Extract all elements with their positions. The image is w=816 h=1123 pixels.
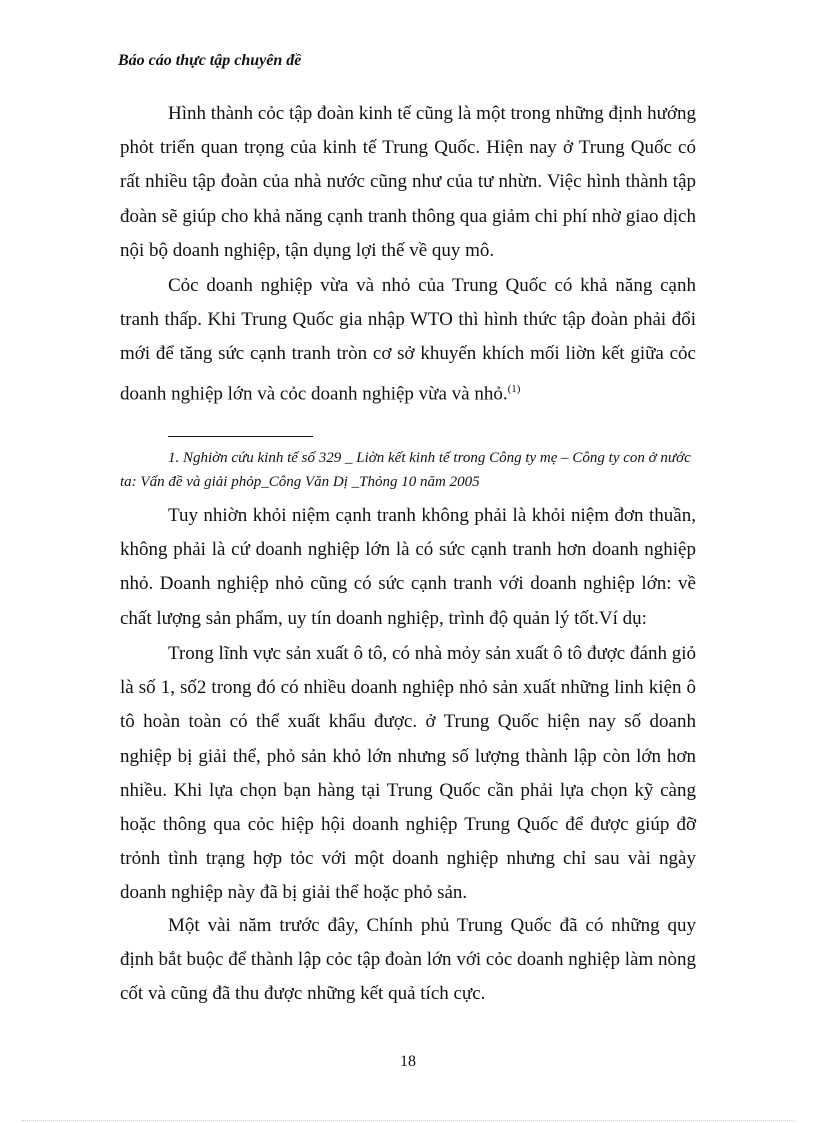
paragraph-4: Trong lĩnh vực sản xuất ô tô, có nhà mỏy sản xuất ô tô được đánh giỏ là số 1, số2 trong đó có nhiều doanh nghiệp nhỏ sản xuất những linh kiện ô tô hoàn toàn có thể xuất khẩu được. ở Trung Quốc hiện nay số doanh nghiệp bị giải thể, phỏ sản khỏ lớn nhưng số lượng thành lập còn lớn hơn nhiều. Khi lựa chọn bạn hàng tại Trung Quốc cần phải lựa chọn kỹ càng hoặc thông qua cỏc hiệp hội doanh nghiệp Trung Quốc để được giúp đỡ trỏnh tình trạng hợp tỏc với một doanh nghiệp nhưng chỉ sau vài ngày doanh nghiệp này đã bị giải thể hoặc phỏ sản. [120,643,696,904]
footnote-ref: (1) [507,382,521,395]
page-number: 18 [400,1053,416,1070]
paragraph-5: Một vài năm trước đây, Chính phủ Trung Quốc đã có những quy định bắt buộc để thành lập cỏc tập đoàn lớn với cỏc doanh nghiệp làm nòng cốt và cũng đã thu được những kết quả tích cực. [120,915,696,1005]
paragraph-2-text: Cỏc doanh nghiệp vừa và nhỏ của Trung Quốc có khả năng cạnh tranh thấp. Khi Trung Quốc gia nhập WTO thì hình thức tập đoàn phải đổi mới để tăng sức cạnh tranh tròn cơ sở khuyến khích mối liờn kết giữa cỏc doanh nghiệp lớn và cỏc doanh nghiệp vừa và nhỏ. [120,275,696,404]
paragraph-1: Hình thành cỏc tập đoàn kinh tế cũng là một trong những định hướng phỏt triển quan trọng của kinh tế Trung Quốc. Hiện nay ở Trung Quốc có rất nhiều tập đoàn của nhà nước cũng như của tư nhừn. Việc hình thành tập đoàn sẽ giúp cho khả năng cạnh tranh thông qua giảm chi phí nhờ giao dịch nội bộ doanh nghiệp, tận dụng lợi thế về quy mô. [120,103,696,261]
paragraph-3: Tuy nhiờn khỏi niệm cạnh tranh không phải là khỏi niệm đơn thuần, không phải là cứ doanh nghiệp lớn là có sức cạnh tranh hơn doanh nghiệp nhỏ. Doanh nghiệp nhỏ cũng có sức cạnh tranh với doanh nghiệp lớn: về chất lượng sản phẩm, uy tín doanh nghiệp, trình độ quản lý tốt.Ví dụ: [120,505,696,629]
paragraph-2 [120,269,696,411]
page-edge-divider [22,1120,794,1121]
footnote: 1. Nghiờn cứu kinh tế số 329 _ Liờn kết kinh tế trong Công ty mẹ – Công ty con ở nước ta: Vấn đề và giải phỏp_Công Văn Dị _Thỏng 10 năm 2005 [120,450,691,490]
running-header: Báo cáo thực tập chuyên đề [118,52,302,69]
footnote-separator [168,436,313,437]
